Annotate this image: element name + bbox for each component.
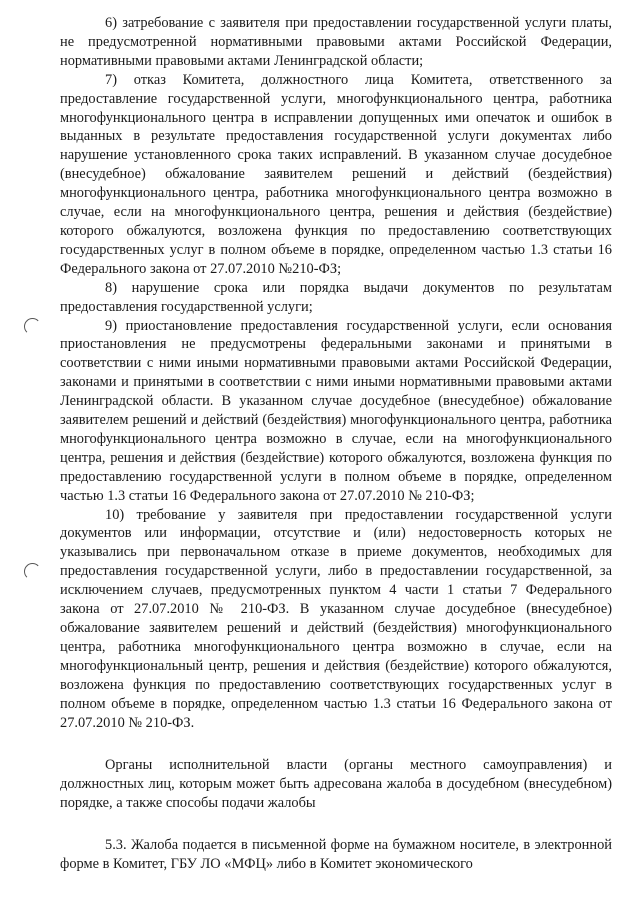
list-item-6: 6) затребование с заявителя при предоставлении государственной услуги платы, не предусмотренной нормативными правовыми актами Российской Федерации, нормативными правовыми актами Ленинградской области; xyxy=(60,15,612,69)
list-item-8: 8) нарушение срока или порядка выдачи документов по результатам предоставления государственной услуги; xyxy=(60,279,612,315)
section-heading: Органы исполнительной власти (органы местного самоуправления) и должностных лиц, которым может быть адресована жалоба в досудебном (внесудебном) порядке, а также способы подачи жалобы xyxy=(60,757,612,812)
document-page xyxy=(60,14,612,874)
section-paragraph-5-3: 5.3. Жалоба подается в письменной форме на бумажном носителе, в электронной форме в Комитет, ГБУ ЛО «МФЦ» либо в Комитет экономического xyxy=(60,837,612,873)
list-item-7: 7) отказ Комитета, должностного лица Комитета, ответственного за предоставление государственной услуги, многофункционального центра, работника многофункционального центра в исправлении допущенных ими опечаток и ошибок в выданных в результате предоставления государственной услуги документах либо нарушение установленного срока таких исправлений. В указанном случае досудебное (внесудебное) обжалование заявителем решений и действий (бездействия) многофункционального центра, работника многофункционального центра возможно в случае, если на многофункционального центра, решения и действия (бездействие) которого обжалуются, возложена функция по предоставлению соответствующих государственных услуг в полном объеме в порядке, определенном частью 1.3 статьи 16 Федерального закона от 27.07.2010 №210-ФЗ; xyxy=(60,71,612,277)
list-item-9: 9) приостановление предоставления государственной услуги, если основания приостановления не предусмотрены федеральными законами и принятыми в соответствии с ними иными нормативными правовыми актами Российской Федерации, законами и принятыми в соответствии с ними иными нормативными правовыми актами Ленинградской области. В указанном случае досудебное (внесудебное) обжалование заявителем решений и действий (бездействия) многофункционального центра, работника многофункционального центра возможно в случае, если на многофункционального центра, решения и действия (бездействие) которого обжалуются, возложена функция по предоставлению государственной услуги в полном объеме в порядке, определенном частью 1.3 статьи 16 Федерального закона от 27.07.2010 № 210-ФЗ; xyxy=(60,317,612,504)
hole-punch-mark xyxy=(24,318,41,335)
spacer xyxy=(60,813,612,836)
spacer xyxy=(60,732,612,756)
list-item-10: 10) требование у заявителя при предоставлении государственной услуги документов или информации, отсутствие и (или) недостоверность которых не указывались при первоначальном отказе в приеме документов, необходимых для предоставления государственной услуги, либо в предоставлении государственной, за исключением случаев, предусмотренных пунктом 4 части 1 статьи 7 Федерального закона от 27.07.2010 № 210-ФЗ. В указанном случае досудебное (внесудебное) обжалование заявителем решений и действий (бездействия) многофункционального центра, работника многофункционального центра возможно в случае, если на многофункциональный центр, решения и действия (бездействие) которого обжалуются, возложена функция по предоставлению соответствующих государственных услуг в полном объеме в порядке, определенном частью 1.3 статьи 16 Федерального закона от 27.07.2010 № 210-ФЗ. xyxy=(60,506,612,731)
hole-punch-mark xyxy=(24,563,41,580)
